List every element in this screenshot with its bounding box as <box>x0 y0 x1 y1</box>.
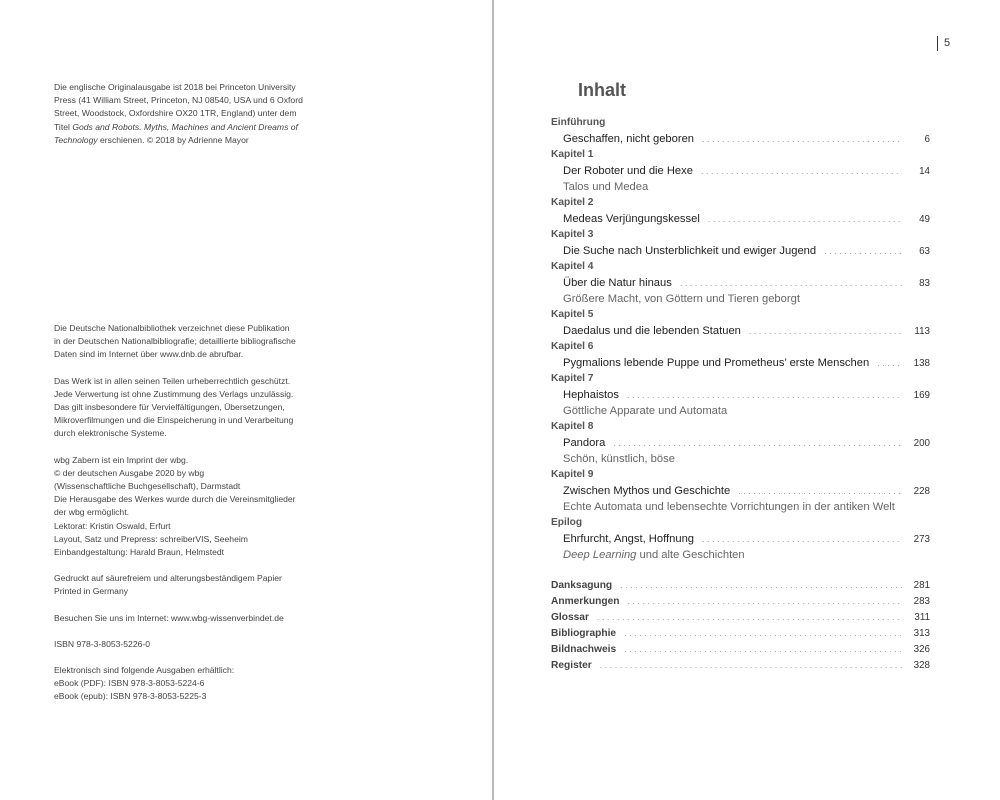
toc-subtitle: Deep Learning und alte Geschichten <box>563 549 745 561</box>
toc-back-matter-entry[interactable]: Danksagung . . . 281 <box>551 577 930 593</box>
bibliographic-notice: Die Deutsche Nationalbibliothek verzeichnet diese Publikation in der Deutschen Nationalbibliografie; detaillierte bibliografische Daten sind im Internet über www.dnb.de abrufbar. Das Werk ist in allen seinen Teilen urheberrechtlich geschützt. Jede Verwertung ist ohne Zustimmung des Verlags unzulässig. Das gilt insbesondere für Vervielfältigungen, Übersetzungen, Mikroverfilmungen und die Einspeicherung in und Verarbeitung durch elektronische Systeme. wbg Zabern ist ein Imprint der wbg. © der deutschen Ausgabe 2020 by wbg (Wissenschaftliche Buchgesellschaft), Darmstadt Die Herausgabe des Werkes wurde durch die Vereinsmitglieder der wbg ermöglicht. Lektorat: Kristin Oswald, Erfurt Layout, Satz und Prepress: schreiberVIS, Seeheim Einbandgestaltung: Harald Braun, Helmstedt Gedruckt auf säurefreiem und alterungsbeständigem Papier Printed in Germany Besuchen Sie uns im Internet: www.wbg-wissenverbindet.de ISBN 978-3-8053-5226-0 Elektronisch sind folgende Ausgaben erhältlich: eBook (PDF): ISBN 978-3-8053-5224-6 eBook (epub): ISBN 978-3-8053-5225-3 <box>54 322 354 704</box>
toc-subtitle: Schön, künstlich, böse <box>563 453 675 465</box>
page-number: 5 <box>937 36 950 51</box>
table-of-contents <box>551 115 930 673</box>
toc-section-label: Einführung <box>551 117 606 128</box>
toc-section-label: Kapitel 1 <box>551 149 594 160</box>
toc-entry[interactable]: Geschaffen, nicht geboren . . . 6 <box>551 131 930 147</box>
toc-entry[interactable]: Hephaistos . . . 169 <box>551 387 930 403</box>
toc-back-matter-entry[interactable]: Glossar . . . 311 <box>551 609 930 625</box>
isbn-line: ISBN 978-3-8053-5226-0 <box>54 638 151 649</box>
toc-section-label: Kapitel 7 <box>551 373 594 384</box>
toc-section-label: Kapitel 3 <box>551 229 594 240</box>
website-line: Besuchen Sie uns im Internet: www.wbg-wissenverbindet.de <box>54 612 284 623</box>
toc-back-matter-entry[interactable]: Bibliographie . . . 313 <box>551 625 930 641</box>
toc-entry[interactable]: Der Roboter und die Hexe . . . 14 <box>551 163 930 179</box>
toc-section-label: Kapitel 5 <box>551 309 594 320</box>
toc-subtitle: Talos und Medea <box>563 181 649 193</box>
toc-entry[interactable]: Zwischen Mythos und Geschichte . . . 228 <box>551 483 930 499</box>
toc-section-label: Kapitel 6 <box>551 341 594 352</box>
toc-entry[interactable]: Über die Natur hinaus . . . 83 <box>551 275 930 291</box>
toc-back-matter-entry[interactable]: Bildnachweis . . . 326 <box>551 641 930 657</box>
toc-section-label: Kapitel 8 <box>551 421 594 432</box>
toc-section-label: Kapitel 2 <box>551 197 594 208</box>
toc-entry[interactable]: Ehrfurcht, Angst, Hoffnung . . . 273 <box>551 531 930 547</box>
toc-subtitle: Echte Automata und lebensechte Vorrichtungen in der antiken Welt <box>563 501 895 513</box>
imprint-page <box>0 0 492 800</box>
toc-back-matter-entry[interactable]: Anmerkungen . . . 283 <box>551 593 930 609</box>
toc-entry[interactable]: Pandora . . . 200 <box>551 435 930 451</box>
original-edition-notice: Die englische Originalausgabe ist 2018 bei Princeton University Press (41 William Street, Princeton, NJ 08540, USA und 6 Oxford Street, Woodstock, Oxfordshire OX20 1TR, England) unter dem Titel Gods and Robots. Myths, Machines and Ancient Dreams of Technology erschienen. © 2018 by Adrienne Mayor <box>54 82 303 145</box>
toc-subtitle: Göttliche Apparate und Automata <box>563 405 728 417</box>
toc-section-label: Kapitel 4 <box>551 261 594 272</box>
page-title: Inhalt <box>578 80 626 100</box>
toc-section-label: Kapitel 9 <box>551 469 594 480</box>
toc-back-matter-entry[interactable]: Register . . . 328 <box>551 657 930 673</box>
toc-section-label: Epilog <box>551 517 583 528</box>
toc-entry[interactable]: Pygmalions lebende Puppe und Prometheus’ erste Menschen . . . 138 <box>551 355 930 371</box>
toc-entry[interactable]: Daedalus und die lebenden Statuen . . . 113 <box>551 323 930 339</box>
toc-entry[interactable]: Die Suche nach Unsterblichkeit und ewiger Jugend . . . 63 <box>551 243 930 259</box>
contents-page <box>494 0 1000 800</box>
toc-entry[interactable]: Medeas Verjüngungskessel . . . 49 <box>551 211 930 227</box>
toc-subtitle: Größere Macht, von Göttern und Tieren geborgt <box>563 293 800 305</box>
